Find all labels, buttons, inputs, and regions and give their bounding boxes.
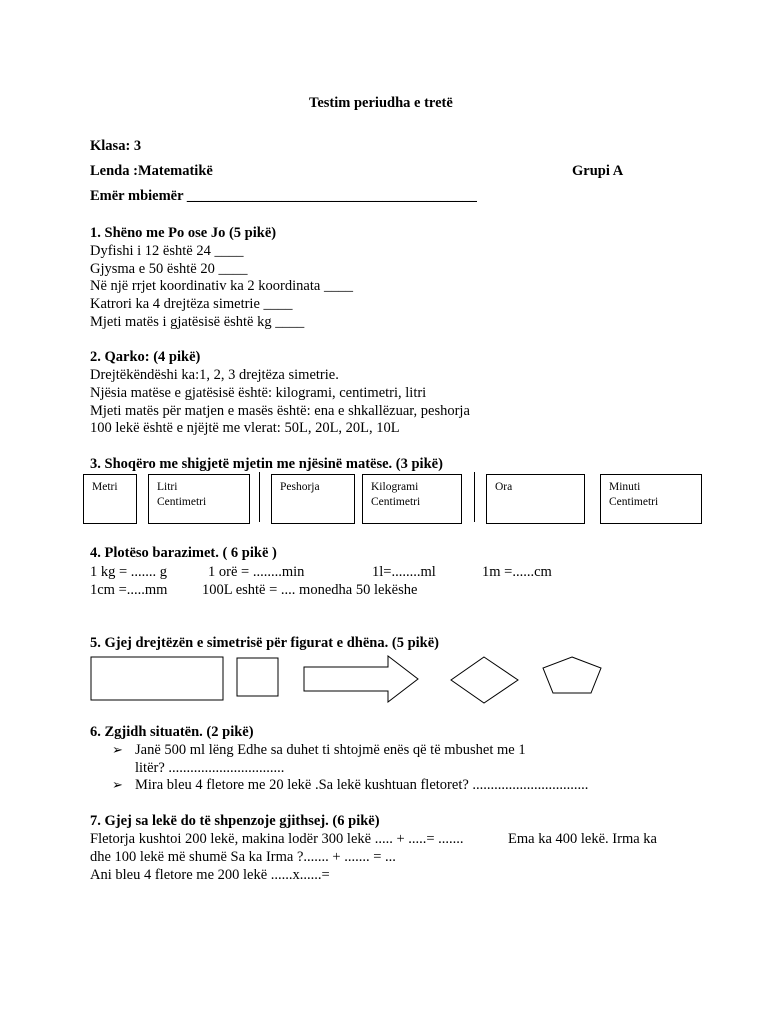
q7-line: Ema ka 400 lekë. Irma ka	[508, 831, 657, 847]
q2-line: Mjeti matës për matjen e masës është: ena e shkallëzuar, peshorja	[90, 403, 470, 419]
q7-heading: 7. Gjej sa lekë do të shpenzoje gjithsej. (6 pikë)	[90, 813, 380, 829]
subject-label: Lenda :Matematikë	[90, 163, 213, 179]
q7-line: dhe 100 lekë më shumë Sa ka Irma ?....... + ....... = ...	[90, 849, 396, 865]
unit-box-minuti	[600, 474, 702, 524]
unit-box-text: Minuti	[609, 481, 641, 493]
bullet-arrow-icon: ➢	[112, 743, 123, 758]
q4-heading: 4. Plotëso barazimet. ( 6 pikë )	[90, 545, 277, 561]
unit-box-text: Ora	[495, 481, 513, 493]
q6-heading: 6. Zgjidh situatën. (2 pikë)	[90, 724, 254, 740]
q2-line: Drejtëkëndëshi ka:1, 2, 3 drejtëza simetrie.	[90, 367, 339, 383]
q2-heading: 2. Qarko: (4 pikë)	[90, 349, 201, 365]
arrow-figure	[304, 656, 418, 702]
q4-equation: 1 orë = ........min	[208, 564, 305, 580]
unit-box-text: Centimetri	[157, 496, 207, 508]
q2-line: Njësia matëse e gjatësisë është: kilogrami, centimetri, litri	[90, 385, 427, 401]
square-figure	[237, 658, 278, 696]
q2-line: 100 lekë është e njëjtë me vlerat: 50L, 20L, 20L, 10L	[90, 420, 400, 436]
q7-line: Fletorja kushtoi 200 lekë, makina lodër 300 lekë ..... + .....= .......	[90, 831, 464, 847]
unit-box-text: Centimetri	[371, 496, 421, 508]
q6-situation: Mira bleu 4 fletore me 20 lekë .Sa lekë kushtuan fletoret? ................................	[135, 777, 589, 793]
class-label: Klasa: 3	[90, 138, 142, 154]
q1-heading: 1. Shëno me Po ose Jo (5 pikë)	[90, 225, 277, 241]
q4-equation: 1m =......cm	[482, 564, 552, 580]
group-label: Grupi A	[572, 163, 624, 179]
q5-heading: 5. Gjej drejtëzën e simetrisë për figurat e dhëna. (5 pikë)	[90, 635, 439, 651]
unit-box-text: Metri	[92, 481, 118, 493]
unit-box-litri	[148, 474, 250, 524]
q1-line: Dyfishi i 12 është 24 ____	[90, 243, 244, 259]
q4-equation: 100L eshtë = .... monedha 50 lekëshe	[202, 582, 418, 598]
divider-line	[474, 472, 475, 522]
page-title: Testim periudha e tretë	[309, 95, 453, 111]
q1-line: Në një rrjet koordinativ ka 2 koordinata ____	[90, 278, 353, 294]
q6-situation: Janë 500 ml lëng Edhe sa duhet ti shtojmë enës që të mbushet me 1	[135, 742, 526, 758]
q7-line: Ani bleu 4 fletore me 200 lekë ......x......=	[90, 867, 330, 883]
unit-box-metri	[83, 474, 137, 524]
pentagon-figure	[543, 657, 601, 693]
q1-line: Katrori ka 4 drejtëza simetrie ____	[90, 296, 293, 312]
divider-line	[259, 472, 260, 522]
q3-heading: 3. Shoqëro me shigjetë mjetin me njësinë matëse. (3 pikë)	[90, 456, 443, 472]
unit-box-text: Kilogrami	[371, 481, 419, 493]
q4-equation: 1 kg = ....... g	[90, 564, 168, 580]
unit-box-text: Peshorja	[280, 481, 320, 493]
unit-box-text: Litri	[157, 481, 178, 493]
rhombus-figure	[451, 657, 518, 703]
name-field: Emër mbiemër ________________________________________	[90, 188, 477, 204]
q4-equation: 1l=........ml	[372, 564, 436, 580]
q1-line: Mjeti matës i gjatësisë është kg ____	[90, 314, 305, 330]
q4-equation: 1cm =.....mm	[90, 582, 168, 598]
q1-line: Gjysma e 50 është 20 ____	[90, 261, 248, 277]
rectangle-figure	[91, 657, 223, 700]
bullet-arrow-icon: ➢	[112, 778, 123, 793]
unit-box-peshorja	[271, 474, 355, 524]
unit-box-ora	[486, 474, 585, 524]
unit-box-kilogrami	[362, 474, 462, 524]
unit-box-text: Centimetri	[609, 496, 659, 508]
q6-situation: litër? ................................	[135, 760, 285, 776]
symmetry-figures	[88, 654, 708, 714]
